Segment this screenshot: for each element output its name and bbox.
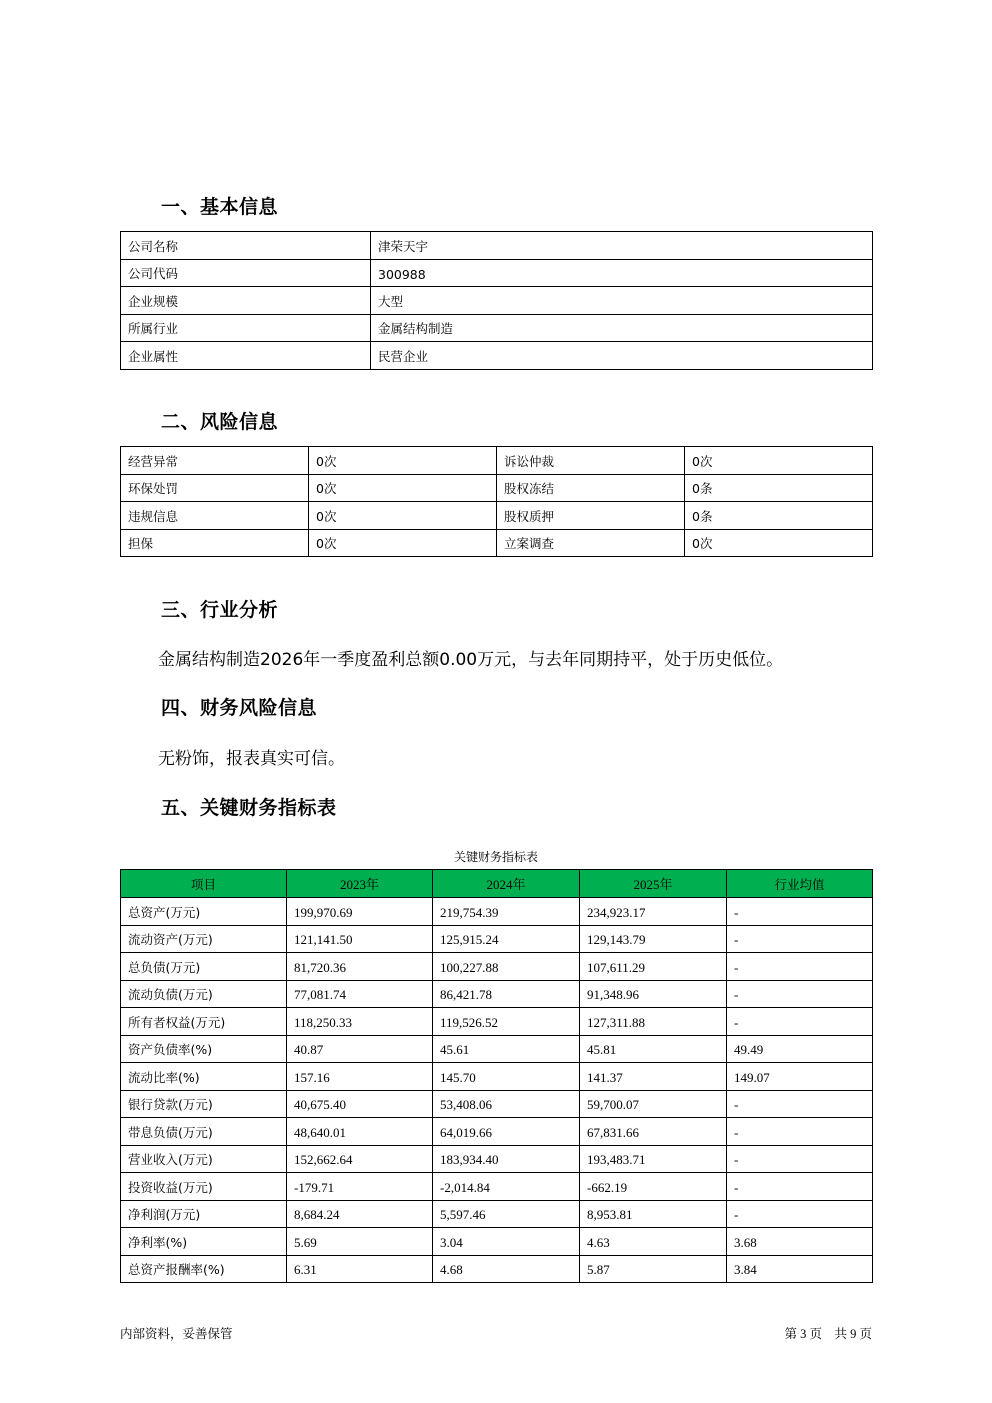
row-label: 资产负债率(%) [121,1035,287,1063]
section-title-key-financial: 五、关键财务指标表 [161,797,337,819]
table-row [121,529,873,557]
column-header: 2024年 [433,870,580,898]
risk-label: 担保 [121,529,309,557]
column-header: 2023年 [287,870,433,898]
cell-value: 8,953.81 [580,1200,727,1228]
row-label: 总负债(万元) [121,953,287,981]
table-row [121,1145,873,1173]
risk-value: 0次 [685,529,873,557]
cell-value: 193,483.71 [580,1145,727,1173]
table-row [121,232,873,260]
footer-page-number [784,1324,872,1342]
cell-value: - [727,1008,873,1036]
section-title-risk: 二、风险信息 [161,411,279,433]
risk-value: 0条 [685,502,873,530]
cell-value: 4.63 [580,1228,727,1256]
info-value: 300988 [371,259,873,287]
cell-value: 40,675.40 [287,1090,433,1118]
table-row [121,342,873,370]
risk-info-table [120,446,873,557]
row-label: 流动比率(%) [121,1063,287,1091]
section-title-industry: 三、行业分析 [161,599,279,621]
risk-value: 0次 [309,474,497,502]
page-mid: 页 共 [809,1326,847,1341]
table-row [121,502,873,530]
industry-analysis-text: 金属结构制造2026年一季度盈利总额0.00万元，与去年同期持平，处于历史低位。 [158,650,784,670]
risk-value: 0次 [685,447,873,475]
cell-value: 5.87 [580,1255,727,1283]
cell-value: 149.07 [727,1063,873,1091]
cell-value: 3.68 [727,1228,873,1256]
table-row [121,925,873,953]
cell-value: 118,250.33 [287,1008,433,1036]
row-label: 流动负债(万元) [121,980,287,1008]
table-row [121,1090,873,1118]
row-label: 带息负债(万元) [121,1118,287,1146]
table-row [121,259,873,287]
row-label: 银行贷款(万元) [121,1090,287,1118]
risk-label: 立案调查 [497,529,685,557]
cell-value: 127,311.88 [580,1008,727,1036]
info-label: 所属行业 [121,314,371,342]
cell-value: - [727,1118,873,1146]
column-header: 行业均值 [727,870,873,898]
risk-value: 0次 [309,447,497,475]
cell-value: 40.87 [287,1035,433,1063]
table-row [121,1200,873,1228]
cell-value: 4.68 [433,1255,580,1283]
info-label: 企业属性 [121,342,371,370]
risk-value: 0条 [685,474,873,502]
financial-indicators-table [120,869,873,1283]
cell-value: 81,720.36 [287,953,433,981]
info-value: 大型 [371,287,873,315]
cell-value: 5.69 [287,1228,433,1256]
cell-value: -2,014.84 [433,1173,580,1201]
row-label: 营业收入(万元) [121,1145,287,1173]
page-suffix: 页 [859,1326,872,1341]
risk-label: 诉讼仲裁 [497,447,685,475]
cell-value: 5,597.46 [433,1200,580,1228]
table-row [121,1255,873,1283]
table-row [121,1035,873,1063]
risk-value: 0次 [309,502,497,530]
cell-value: 145.70 [433,1063,580,1091]
cell-value: - [727,1090,873,1118]
table-row [121,314,873,342]
cell-value: 129,143.79 [580,925,727,953]
row-label: 总资产(万元) [121,898,287,926]
row-label: 流动资产(万元) [121,925,287,953]
cell-value: 45.81 [580,1035,727,1063]
risk-label: 股权质押 [497,502,685,530]
cell-value: 183,934.40 [433,1145,580,1173]
cell-value: -662.19 [580,1173,727,1201]
section-title-financial-risk: 四、财务风险信息 [161,697,318,719]
info-value: 金属结构制造 [371,314,873,342]
cell-value: 125,915.24 [433,925,580,953]
cell-value: - [727,1145,873,1173]
cell-value: 53,408.06 [433,1090,580,1118]
risk-label: 环保处罚 [121,474,309,502]
row-label: 投资收益(万元) [121,1173,287,1201]
risk-value: 0次 [309,529,497,557]
row-label: 总资产报酬率(%) [121,1255,287,1283]
financial-risk-text: 无粉饰，报表真实可信。 [158,749,345,769]
table-row [121,287,873,315]
cell-value: 3.84 [727,1255,873,1283]
cell-value: 141.37 [580,1063,727,1091]
cell-value: 77,081.74 [287,980,433,1008]
cell-value: - [727,898,873,926]
financial-table-caption: 关键财务指标表 [453,850,538,864]
cell-value: 49.49 [727,1035,873,1063]
cell-value: 157.16 [287,1063,433,1091]
risk-label: 经营异常 [121,447,309,475]
footer-confidential-note: 内部资料，妥善保管 [120,1326,233,1341]
cell-value: 100,227.88 [433,953,580,981]
risk-label: 违规信息 [121,502,309,530]
table-row [121,1118,873,1146]
cell-value: 3.04 [433,1228,580,1256]
column-header: 项目 [121,870,287,898]
basic-info-table [120,231,873,370]
cell-value: - [727,980,873,1008]
risk-label: 股权冻结 [497,474,685,502]
cell-value: - [727,1173,873,1201]
table-row [121,1173,873,1201]
cell-value: - [727,953,873,981]
table-row [121,1063,873,1091]
cell-value: 152,662.64 [287,1145,433,1173]
cell-value: 199,970.69 [287,898,433,926]
info-value: 民营企业 [371,342,873,370]
table-row [121,898,873,926]
row-label: 净利率(%) [121,1228,287,1256]
cell-value: 48,640.01 [287,1118,433,1146]
cell-value: 91,348.96 [580,980,727,1008]
table-row [121,447,873,475]
info-value: 津荣天宇 [371,232,873,260]
cell-value: 64,019.66 [433,1118,580,1146]
column-header: 2025年 [580,870,727,898]
cell-value: 86,421.78 [433,980,580,1008]
cell-value: - [727,1200,873,1228]
cell-value: 6.31 [287,1255,433,1283]
cell-value: 107,611.29 [580,953,727,981]
table-row [121,1228,873,1256]
section-title-basic: 一、基本信息 [161,196,279,218]
cell-value: 219,754.39 [433,898,580,926]
table-row [121,980,873,1008]
cell-value: -179.71 [287,1173,433,1201]
cell-value: 59,700.07 [580,1090,727,1118]
row-label: 净利润(万元) [121,1200,287,1228]
row-label: 所有者权益(万元) [121,1008,287,1036]
cell-value: 8,684.24 [287,1200,433,1228]
table-header-row [121,870,873,898]
cell-value: 67,831.66 [580,1118,727,1146]
info-label: 公司名称 [121,232,371,260]
info-label: 公司代码 [121,259,371,287]
info-label: 企业规模 [121,287,371,315]
page-current: 3 [800,1327,807,1341]
cell-value: 119,526.52 [433,1008,580,1036]
cell-value: - [727,925,873,953]
table-row [121,1008,873,1036]
page-total: 9 [850,1327,857,1341]
table-row [121,474,873,502]
page-prefix: 第 [784,1326,797,1341]
cell-value: 45.61 [433,1035,580,1063]
cell-value: 234,923.17 [580,898,727,926]
cell-value: 121,141.50 [287,925,433,953]
table-row [121,953,873,981]
